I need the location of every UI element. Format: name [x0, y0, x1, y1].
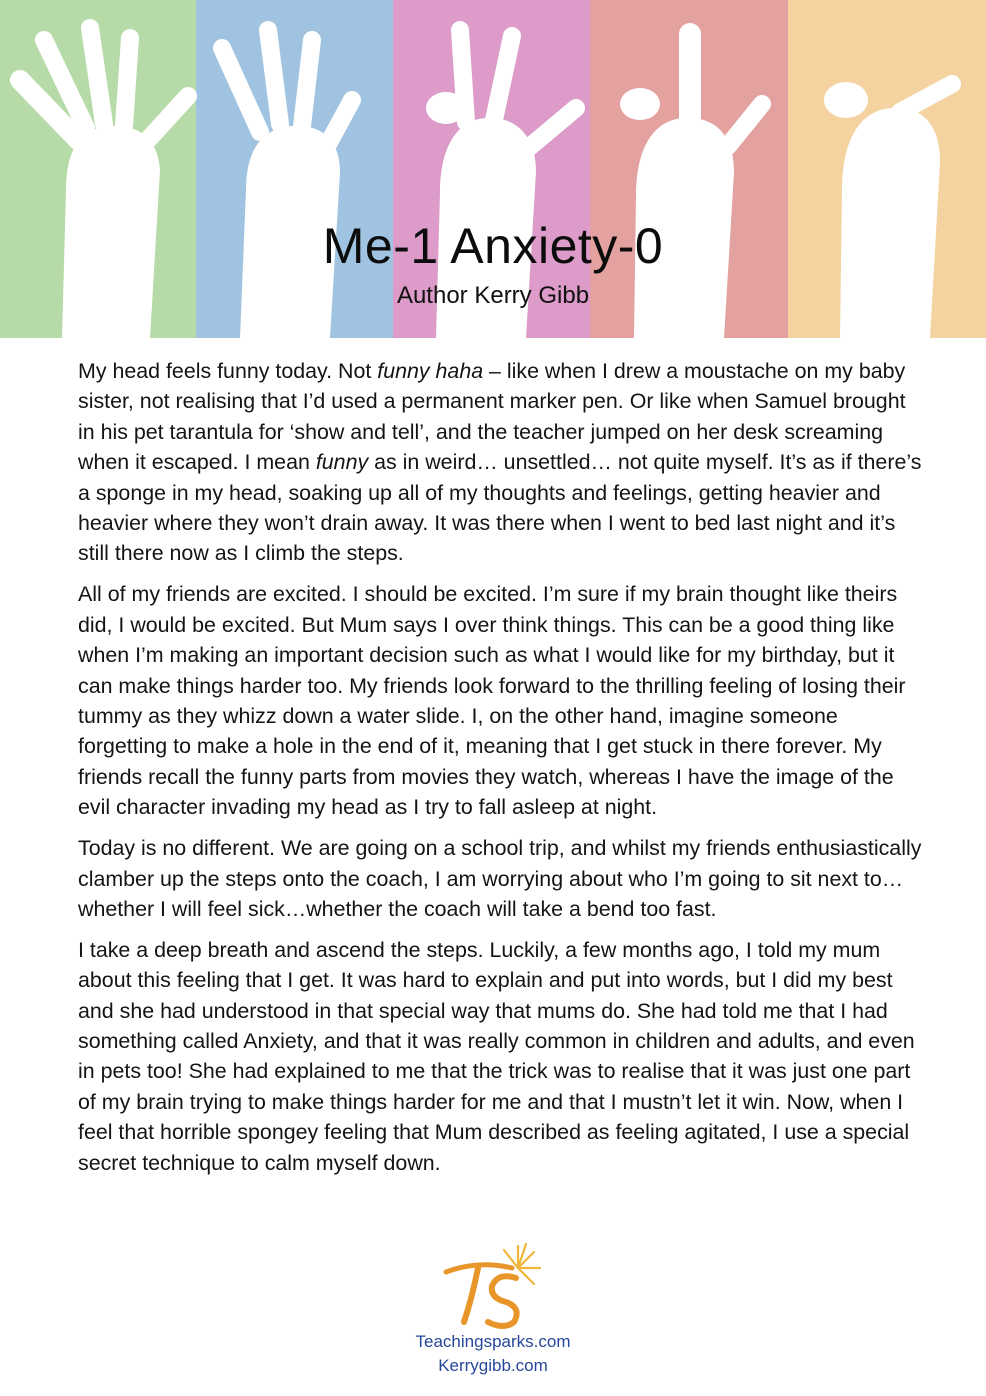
kerrygibb-link[interactable]: Kerrygibb.com [438, 1356, 548, 1375]
emphasis-funny-haha: funny haha [377, 359, 484, 383]
story-body [78, 356, 924, 1189]
page-title: Me-1 Anxiety-0 [322, 218, 664, 274]
story-paragraph-2: All of my friends are excited. I should be excited. I’m sure if my brain thought like theirs did, I would be excited. But Mum says I over think things. This can be a good thing like when I’m making an important decision such as what I would like for my birthday, but it can make things harder too. My friends look forward to the thrilling feeling of losing their tummy as they whizz down a water slide. I, on the other hand, imagine someone forgetting to make a hole in the end of it, meaning that I get stuck in there forever. My friends recall the funny parts from movies they watch, whereas I have the image of the evil character invading my head as I try to fall asleep at night. [78, 582, 906, 820]
title-block [0, 214, 986, 312]
emphasis-funny: funny [315, 450, 369, 475]
header-banner [0, 0, 986, 338]
story-paragraph-3: Today is no different. We are going on a school trip, and whilst my friends enthusiastically clamber up the steps onto the coach, I am worrying about who I’m going to sit next to… whether I will feel sick…whether the coach will take a bend too fast. [78, 836, 922, 921]
spark-logo-icon [438, 1238, 548, 1334]
author-line: Author Kerry Gibb [396, 282, 590, 309]
teachingsparks-logo [438, 1238, 548, 1334]
story-paragraph-1: My head feels funny today. Not funny haha – like when I drew a moustache on my baby sister, not realising that I’d used a permanent marker pen. Or like when Samuel brought in his pet tarantula for ‘show and tell’, and the teacher jumped on her desk screaming when it escaped. I mean funny as in weird… unsettled… not quite myself. It’s as if there’s a sponge in my head, soaking up all of my thoughts and feelings, getting heavier and heavier where they won’t drain away. It was there when I went to bed last night and it’s still there now as I climb the steps. [78, 359, 922, 566]
story-paragraph-4: I take a deep breath and ascend the steps. Luckily, a few months ago, I told my mum about this feeling that I get. It was hard to explain and put into words, but I did my best and she had understood in that special way that mums do. She had told me that I had something called Anxiety, and that it was really common in children and adults, and even in pets too! She had explained to me that the trick was to realise that it was just one part of my brain trying to make things harder for me and that I mustn’t let it win. Now, when I feel that horrible spongey feeling that Mum described as feeling agitated, I use a special secret technique to calm myself down. [78, 937, 915, 1175]
teachingsparks-link[interactable]: Teachingsparks.com [415, 1332, 571, 1351]
footer-links [0, 1330, 986, 1378]
